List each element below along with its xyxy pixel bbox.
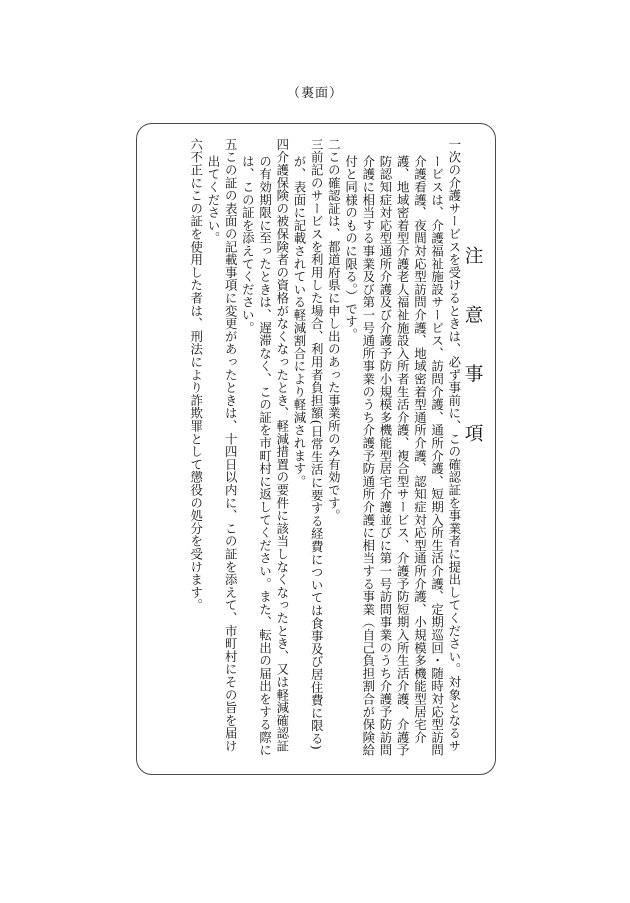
notice-item-text: 不正にこの証を使用した者は、刑法により詐欺罪として懲役の処分を受けます。	[188, 150, 204, 612]
notice-item-2	[325, 138, 342, 760]
notice-item-number: 三	[309, 138, 325, 151]
notice-item-text: 次の介護サービスを受けるときは、必ず事前に、この確認証を事業者に提出してください。対象となるサービスは、介護福祉施設サービス、訪問介護、通所介護、短期入所生活介護、定期巡回・随時対応型訪問介護看護、夜間対応型訪問介護、地域密着型通所介護、認知症対応型通所介護、小規模多機能型居宅介護、地域密着型介護老人福祉施設入所者生活介護、複合型サービス、介護予防短期入所生活介護、介護予防認知症対応型通所介護及び介護予防小規模多機能型居宅介護並びに第一号訪問事業のうち介護予防訪問介護に相当する事業及び第一号通所事業のうち介護予防通所介護に相当する事業（自己負担割合が保険給付と同様のものに限る。）です。	[343, 150, 462, 757]
notice-item-number: 四	[274, 138, 290, 151]
notice-item-text: この確認証は、都道府県に申し出のあった事業所のみ有効です。	[326, 150, 342, 523]
notice-item-number: 二	[326, 138, 342, 151]
notice-item-text: 前記のサービスを利用した場合、利用者負担額(日常生活に要する経費については食事及び居住費に限る)が、表面に記載されている軽減割合により軽減されます。	[291, 150, 325, 751]
notice-item-5	[205, 138, 239, 760]
notice-item-text: 介護保険の被保険者の資格がなくなったとき、軽減措置の要件に該当しなくなったとき、又は軽減確認証の有効期限に至ったときは、遅滞なく、この証を市町村に返してください。また、転出の届出をする際には、この証を添えてください。	[240, 150, 290, 757]
notice-item-number: 五	[223, 138, 239, 151]
notice-item-number: 六	[188, 138, 204, 151]
notice-item-4	[239, 138, 291, 760]
notice-item-1	[342, 138, 462, 760]
notice-title: 注 意 事 項	[462, 246, 483, 454]
notice-item-text: この証の表面の記載事項に変更があったときは、十四日以内に、この証を添えて、市町村にその旨を届け出てください。	[205, 150, 239, 753]
notice-item-3	[291, 138, 325, 760]
page-header: （裏面）	[286, 86, 343, 101]
notice-card-content	[151, 138, 481, 760]
notice-item-number: 一	[446, 138, 462, 151]
notice-card	[136, 123, 496, 775]
notice-item-6	[188, 138, 205, 760]
